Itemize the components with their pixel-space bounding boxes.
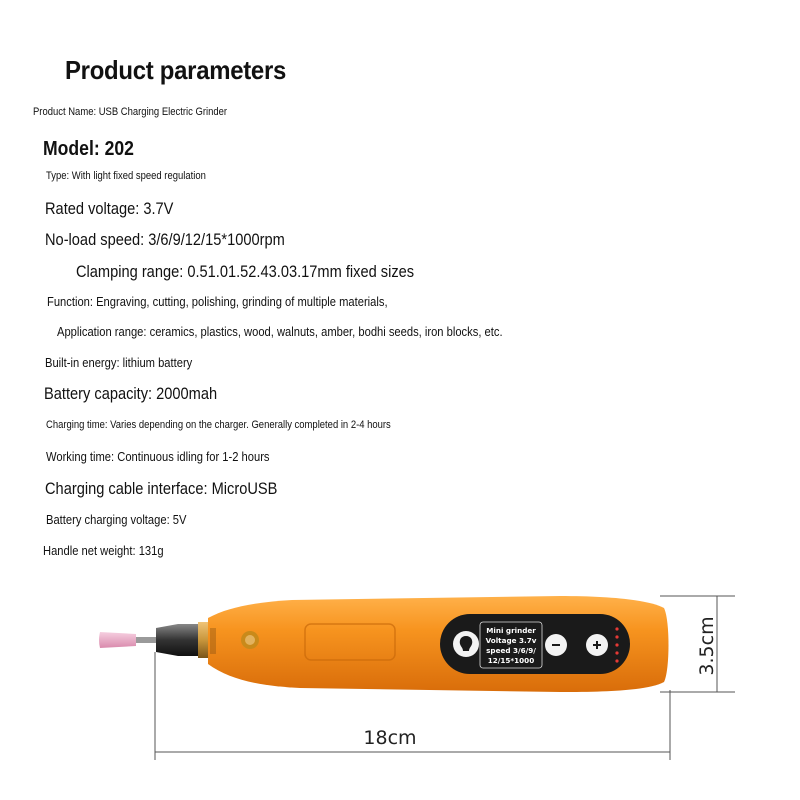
device-label-line1: Mini grinder <box>486 626 536 635</box>
device-label-line3: speed 3/6/9/ <box>486 646 536 655</box>
param-charging-voltage: Battery charging voltage: 5V <box>46 512 187 527</box>
grinding-bit <box>99 632 158 648</box>
param-type: Type: With light fixed speed regulation <box>46 170 206 182</box>
height-label: 3.5cm <box>696 616 718 676</box>
slide-switch[interactable] <box>241 631 259 649</box>
param-charging-time: Charging time: Varies depending on the charger. Generally completed in 2-4 hours <box>46 419 391 431</box>
param-model: Model: 202 <box>43 138 134 160</box>
param-battery-capacity: Battery capacity: 2000mah <box>44 384 218 403</box>
height-dimension <box>660 596 735 692</box>
param-rated-voltage: Rated voltage: 3.7V <box>45 199 174 218</box>
speed-up-button[interactable] <box>586 634 608 656</box>
speed-down-button[interactable] <box>545 634 567 656</box>
grinder-figure <box>0 570 800 800</box>
collet-chuck <box>156 622 210 658</box>
param-built-in-energy: Built-in energy: lithium battery <box>45 355 193 370</box>
length-label: 18cm <box>363 727 417 749</box>
param-no-load-speed: No-load speed: 3/6/9/12/15*1000rpm <box>45 230 285 249</box>
device-label-line2: Voltage 3.7v <box>485 636 537 645</box>
light-button[interactable] <box>453 631 479 657</box>
param-working-time: Working time: Continuous idling for 1-2 hours <box>46 449 270 464</box>
param-net-weight: Handle net weight: 131g <box>43 543 164 558</box>
page-title: Product parameters <box>65 55 287 85</box>
minus-icon <box>552 644 560 646</box>
param-cable-interface: Charging cable interface: MicroUSB <box>45 479 278 498</box>
param-clamping-range: Clamping range: 0.51.01.52.43.03.17mm fixed sizes <box>76 262 415 281</box>
param-function: Function: Engraving, cutting, polishing, grinding of multiple materials, <box>47 294 388 309</box>
device-label-line4: 12/15*1000 <box>487 656 535 665</box>
param-product-name: Product Name: USB Charging Electric Grinder <box>33 106 228 118</box>
param-application-range: Application range: ceramics, plastics, wood, walnuts, amber, bodhi seeds, iron blocks, etc. <box>57 324 503 339</box>
